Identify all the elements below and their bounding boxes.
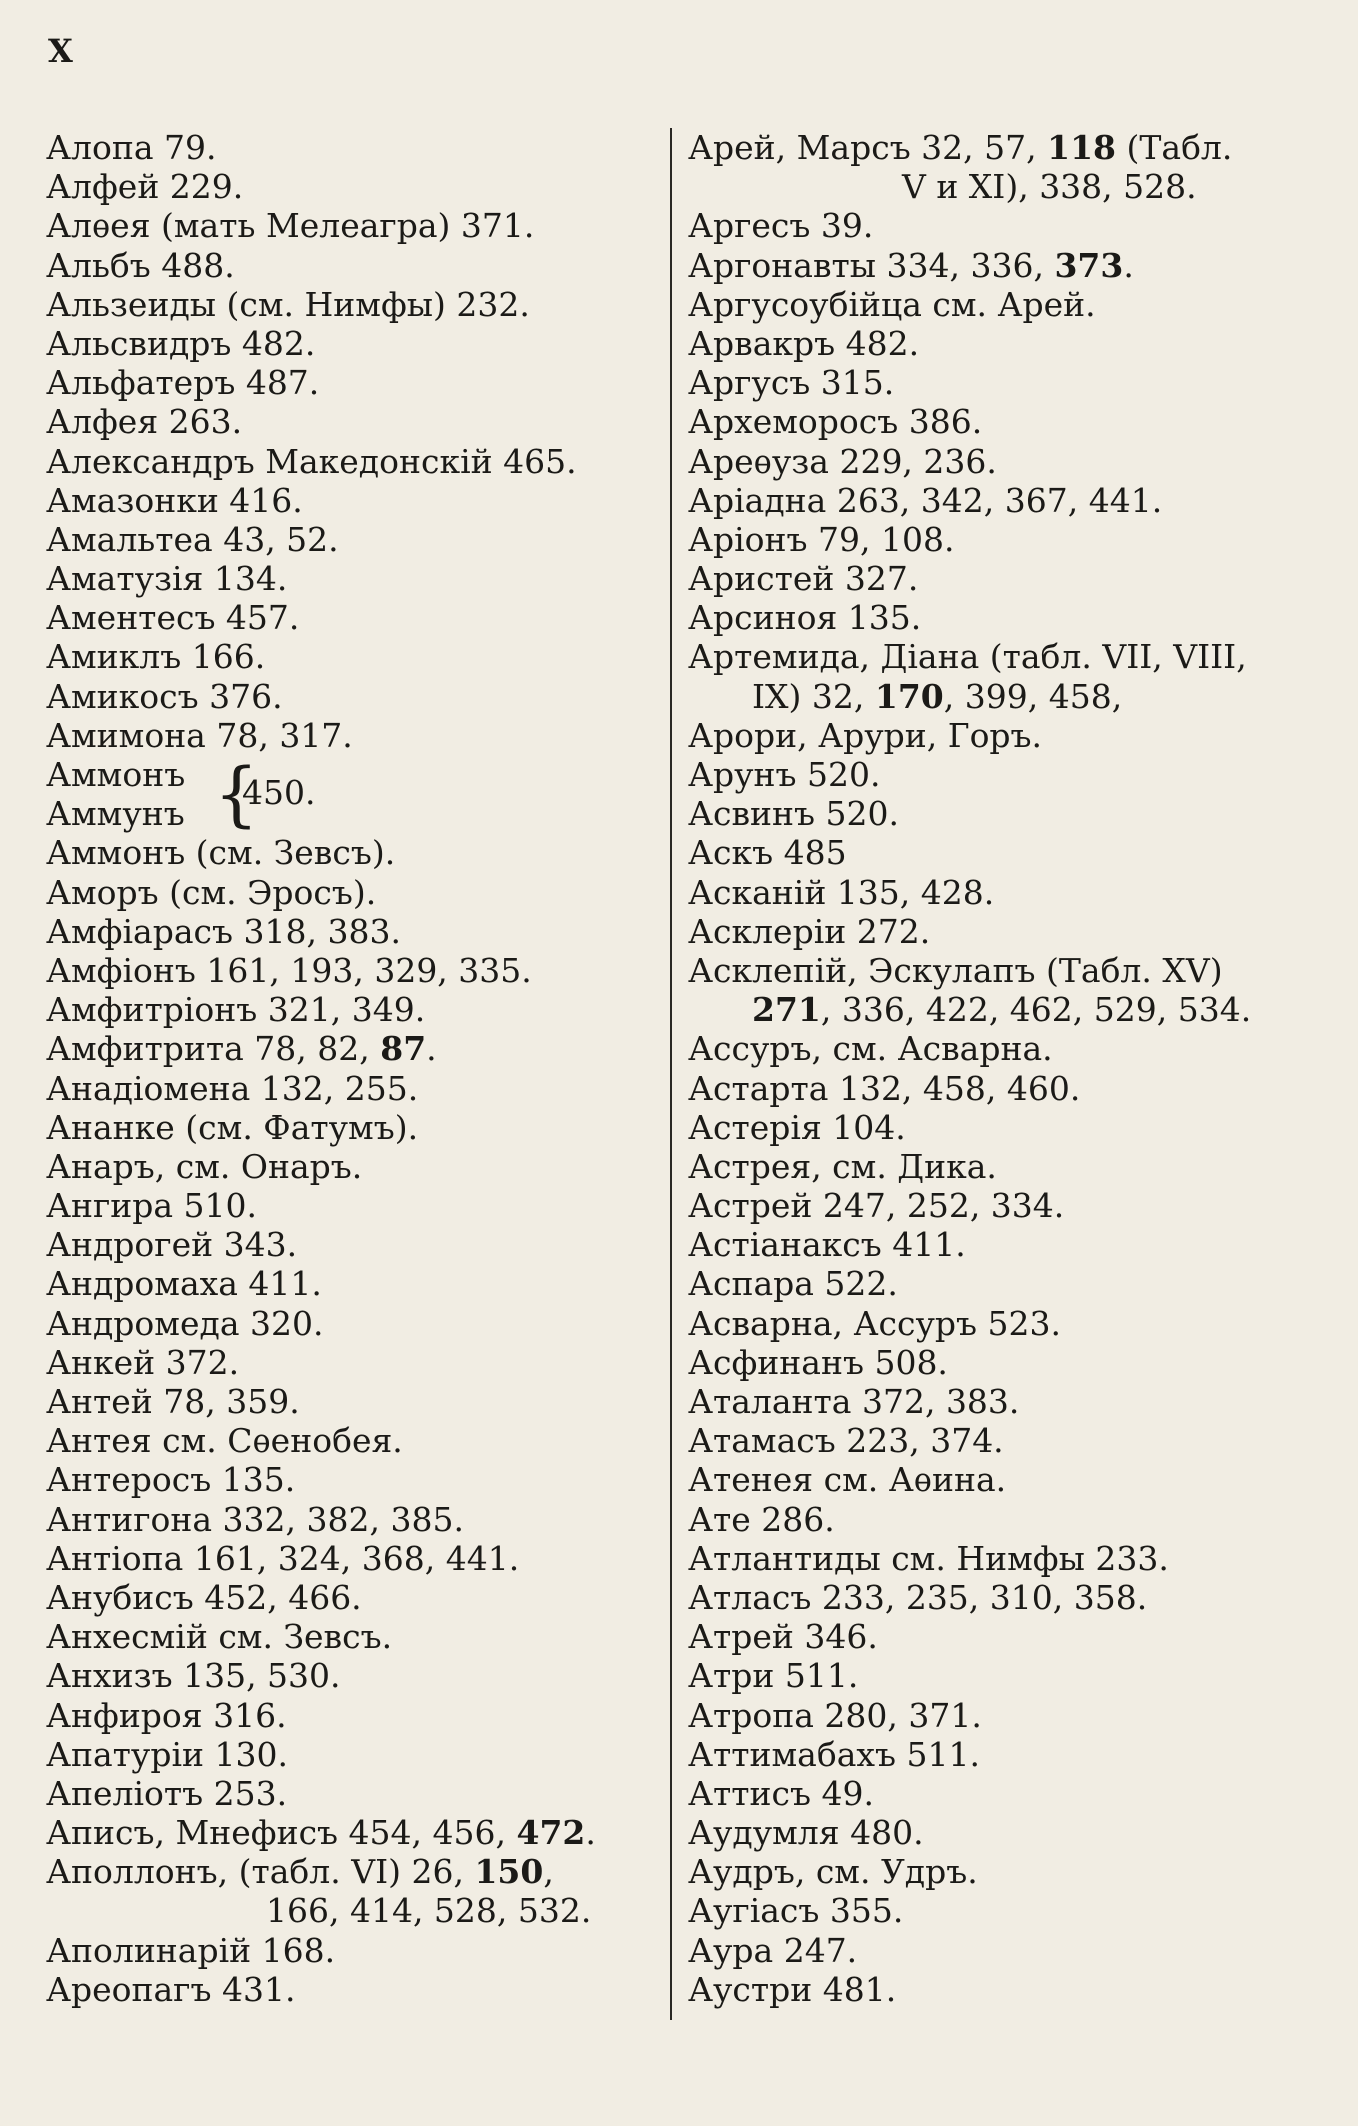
curly-brace: { bbox=[214, 753, 259, 835]
index-entry bbox=[688, 1029, 1328, 1068]
index-entry bbox=[46, 951, 656, 990]
index-entry bbox=[46, 481, 656, 520]
index-entry bbox=[688, 1578, 1328, 1617]
index-entry bbox=[688, 520, 1328, 559]
index-entry bbox=[46, 1421, 656, 1460]
index-entry bbox=[688, 1656, 1328, 1695]
index-entry bbox=[688, 873, 1328, 912]
index-entry-text: Аріадна 263, 342, 367, 441. bbox=[688, 480, 1163, 520]
index-entry-text: Анкей 372. bbox=[46, 1342, 240, 1382]
index-entry bbox=[46, 246, 656, 285]
index-entry bbox=[46, 1186, 656, 1225]
index-entry-text: Аугіасъ 355. bbox=[688, 1891, 904, 1931]
index-entry bbox=[688, 1147, 1328, 1186]
index-entry bbox=[46, 677, 656, 716]
index-entry bbox=[688, 1696, 1328, 1735]
index-entry bbox=[46, 1029, 656, 1068]
index-entry bbox=[46, 1108, 656, 1147]
index-entry-bold-page: 472 bbox=[516, 1813, 586, 1853]
index-entry-text: . bbox=[1123, 245, 1134, 285]
index-entry bbox=[688, 1108, 1328, 1147]
index-entry bbox=[46, 1382, 656, 1421]
index-entry bbox=[46, 363, 656, 402]
index-entry bbox=[688, 1343, 1328, 1382]
index-entry-bold-page: 87 bbox=[380, 1029, 427, 1069]
index-entry-text: Арсиноя 135. bbox=[688, 598, 922, 638]
index-entry-text: Анадіомена 132, 255. bbox=[46, 1068, 419, 1108]
index-entry-text: Атамасъ 223, 374. bbox=[688, 1421, 1004, 1461]
index-entry-name: Аммонъ bbox=[46, 755, 186, 794]
index-entry-text: Аписъ, Мнефисъ 454, 456, bbox=[46, 1813, 517, 1853]
index-entry-text: Астарта 132, 458, 460. bbox=[688, 1068, 1081, 1108]
index-entry-continuation bbox=[688, 990, 1328, 1029]
index-entry-text: Арунъ 520. bbox=[688, 755, 881, 794]
index-entry bbox=[688, 716, 1328, 755]
index-entry-text: Аталанта 372, 383. bbox=[688, 1382, 1020, 1421]
index-entry bbox=[46, 520, 656, 559]
index-column-left bbox=[46, 128, 656, 2009]
index-entry-text: Ареопагъ 431. bbox=[46, 1969, 296, 2009]
index-entry-text: Анхизъ 135, 530. bbox=[46, 1656, 341, 1696]
index-entry-text: Астіанаксъ 411. bbox=[688, 1225, 966, 1265]
index-entry-text: IX) 32, bbox=[752, 676, 875, 716]
index-entry-text: Амимона 78, 317. bbox=[46, 715, 353, 755]
index-entry bbox=[688, 1970, 1328, 2009]
index-entry bbox=[46, 1500, 656, 1539]
index-entry-text: Апатуріи 130. bbox=[46, 1734, 288, 1774]
index-entry bbox=[46, 1852, 656, 1891]
index-entry-text: (Табл. bbox=[1116, 128, 1233, 167]
page-number: X bbox=[48, 32, 73, 70]
index-entry bbox=[688, 206, 1328, 245]
index-entry-text: Аргесъ 39. bbox=[688, 206, 874, 246]
index-entry-text: Атлантиды см. Нимфы 233. bbox=[688, 1538, 1169, 1578]
index-entry-text: Анубисъ 452, 466. bbox=[46, 1577, 362, 1617]
index-entry-text: Анаръ, см. Онаръ. bbox=[46, 1146, 363, 1186]
index-entry bbox=[688, 1264, 1328, 1303]
index-entry-text: V и XI), 338, 528. bbox=[902, 167, 1197, 207]
index-entry-bold-page: 118 bbox=[1047, 128, 1117, 167]
index-entry bbox=[688, 1225, 1328, 1264]
index-entry bbox=[688, 481, 1328, 520]
index-entry-text: Асклепій, Эскулапъ (Табл. XV) bbox=[688, 950, 1223, 990]
index-entry-text: Аспара 522. bbox=[688, 1264, 898, 1304]
index-entry-text: Амальтеа 43, 52. bbox=[46, 519, 339, 559]
index-entry-text: Арори, Арури, Горъ. bbox=[688, 715, 1043, 755]
index-entry bbox=[46, 1617, 656, 1656]
index-entry-text: Альсвидръ 482. bbox=[46, 323, 316, 363]
index-entry bbox=[688, 755, 1328, 794]
index-entry bbox=[688, 1382, 1328, 1421]
index-entry-text: Арвакръ 482. bbox=[688, 323, 920, 363]
index-entry-text: Альфатеръ 487. bbox=[46, 363, 320, 403]
index-entry-text: Аудръ, см. Удръ. bbox=[688, 1852, 978, 1892]
index-entry bbox=[46, 402, 656, 441]
index-entry-text: Амфіонъ 161, 193, 329, 335. bbox=[46, 950, 532, 990]
index-entry-text: Амазонки 416. bbox=[46, 480, 303, 520]
index-entry bbox=[688, 1813, 1328, 1852]
index-entry bbox=[46, 1264, 656, 1303]
index-entry bbox=[688, 285, 1328, 324]
column-divider bbox=[670, 128, 672, 2020]
index-entry bbox=[688, 951, 1328, 990]
index-entry bbox=[46, 598, 656, 637]
index-entry-text: Аура 247. bbox=[688, 1930, 858, 1970]
index-entry-text: Антигона 332, 382, 385. bbox=[46, 1499, 464, 1539]
index-entry-text: Алфея 263. bbox=[46, 402, 243, 442]
index-entry-text: Астрей 247, 252, 334. bbox=[688, 1186, 1065, 1226]
index-entry-text: Асвинъ 520. bbox=[688, 794, 900, 834]
index-entry bbox=[688, 1852, 1328, 1891]
index-entry-bold-page: 150 bbox=[474, 1852, 544, 1892]
index-entry-text: Антей 78, 359. bbox=[46, 1382, 300, 1422]
index-entry-text: Арей, Марсъ 32, 57, bbox=[688, 128, 1048, 167]
index-entry bbox=[46, 912, 656, 951]
index-entry bbox=[46, 873, 656, 912]
index-entry-text: Анхесмій см. Зевсъ. bbox=[46, 1617, 393, 1657]
index-entry-text: Асканій 135, 428. bbox=[688, 872, 995, 912]
index-entry-continuation bbox=[688, 677, 1328, 716]
index-entry-text: Амфитріонъ 321, 349. bbox=[46, 990, 426, 1030]
index-entry bbox=[46, 285, 656, 324]
index-entry-text: Аргусоубійца см. Арей. bbox=[688, 284, 1096, 324]
index-entry bbox=[688, 833, 1328, 872]
index-entry bbox=[46, 716, 656, 755]
index-entry bbox=[688, 1304, 1328, 1343]
index-entry bbox=[46, 1813, 656, 1852]
index-entry bbox=[688, 442, 1328, 481]
index-entry-text: Артемида, Діана (табл. VII, VIII, bbox=[688, 637, 1247, 677]
index-entry-text: Альбъ 488. bbox=[46, 245, 235, 285]
index-entry-text: Андромеда 320. bbox=[46, 1303, 324, 1343]
index-entry bbox=[46, 324, 656, 363]
index-entry-text: . bbox=[426, 1029, 437, 1069]
index-entry-text: . bbox=[585, 1813, 596, 1853]
index-entry-text: , bbox=[543, 1852, 554, 1892]
index-entry-text: , 399, 458, bbox=[943, 676, 1123, 716]
index-entry bbox=[688, 912, 1328, 951]
index-entry-text: Аматузія 134. bbox=[46, 559, 288, 599]
index-entry bbox=[46, 1696, 656, 1735]
index-entry-text: Амфитрита 78, 82, bbox=[46, 1029, 381, 1069]
index-entry bbox=[46, 128, 656, 167]
index-entry bbox=[46, 1774, 656, 1813]
index-entry bbox=[688, 559, 1328, 598]
index-entry-text: Апеліотъ 253. bbox=[46, 1773, 288, 1813]
index-entry-text: Асклеріи 272. bbox=[688, 911, 931, 951]
index-entry bbox=[688, 598, 1328, 637]
index-entry bbox=[46, 559, 656, 598]
index-entry bbox=[46, 167, 656, 206]
index-entry-text: Алѳея (мать Мелеагра) 371. bbox=[46, 206, 535, 246]
index-entry bbox=[688, 1500, 1328, 1539]
index-entry-continuation bbox=[46, 1891, 656, 1930]
index-entry bbox=[46, 1069, 656, 1108]
index-entry-text: Атласъ 233, 235, 310, 358. bbox=[688, 1577, 1148, 1617]
index-entry-text: Аммонъ (см. Зевсъ). bbox=[46, 833, 396, 873]
index-entry-text: Амикосъ 376. bbox=[46, 676, 283, 716]
index-entry bbox=[46, 1931, 656, 1970]
index-entry-text: Атропа 280, 371. bbox=[688, 1695, 982, 1735]
index-entry bbox=[46, 1225, 656, 1264]
index-entry-text: Андромаха 411. bbox=[46, 1264, 322, 1304]
index-entry bbox=[688, 402, 1328, 441]
index-entry-text: Антіопа 161, 324, 368, 441. bbox=[46, 1538, 520, 1578]
index-entry-text: Аскъ 485 bbox=[688, 833, 847, 873]
index-entry bbox=[46, 442, 656, 481]
index-entry-text: Антеросъ 135. bbox=[46, 1460, 296, 1500]
index-entry bbox=[688, 1774, 1328, 1813]
index-entry bbox=[688, 1421, 1328, 1460]
index-entry-text: Археморосъ 386. bbox=[688, 402, 983, 442]
index-entry bbox=[46, 637, 656, 676]
index-entry bbox=[688, 637, 1328, 676]
index-entry-text: Аристей 327. bbox=[688, 559, 919, 599]
index-entry-pages: 450. bbox=[242, 773, 316, 812]
index-entry-brace-group bbox=[46, 755, 656, 833]
index-entry-text: Александръ Македонскій 465. bbox=[46, 441, 577, 481]
index-entry bbox=[688, 794, 1328, 833]
index-entry-text: Атенея см. Аѳина. bbox=[688, 1460, 1007, 1500]
index-entry-text: 166, 414, 528, 532. bbox=[266, 1891, 592, 1931]
index-entry-text: Аполлонъ, (табл. VI) 26, bbox=[46, 1852, 475, 1892]
index-entry-text: Асварна, Ассуръ 523. bbox=[688, 1303, 1061, 1343]
index-entry bbox=[46, 1460, 656, 1499]
index-entry-text: Ассуръ, см. Асварна. bbox=[688, 1029, 1053, 1069]
index-entry bbox=[688, 246, 1328, 285]
index-entry-text: Амфіарасъ 318, 383. bbox=[46, 911, 401, 951]
index-entry bbox=[688, 1539, 1328, 1578]
index-entry-continuation bbox=[688, 167, 1328, 206]
index-entry-text: Аморъ (см. Эросъ). bbox=[46, 872, 377, 912]
index-entry-text: Аполинарій 168. bbox=[46, 1930, 336, 1970]
index-entry bbox=[46, 1970, 656, 2009]
index-entry bbox=[46, 1539, 656, 1578]
index-entry-text: Аттимабахъ 511. bbox=[688, 1734, 980, 1774]
index-entry bbox=[688, 1069, 1328, 1108]
index-entry bbox=[688, 363, 1328, 402]
index-entry-text: Аттисъ 49. bbox=[688, 1773, 874, 1813]
index-entry bbox=[46, 1343, 656, 1382]
index-entry-text: Атри 511. bbox=[688, 1656, 859, 1696]
index-entry bbox=[688, 1617, 1328, 1656]
index-entry-text: Алопа 79. bbox=[46, 128, 217, 167]
index-entry bbox=[46, 1735, 656, 1774]
index-entry-bold-page: 170 bbox=[874, 676, 944, 716]
index-entry-text: Атрей 346. bbox=[688, 1617, 878, 1657]
index-entry-text: , 336, 422, 462, 529, 534. bbox=[820, 990, 1252, 1030]
index-entry bbox=[46, 1147, 656, 1186]
index-entry bbox=[688, 1186, 1328, 1225]
index-entry bbox=[46, 206, 656, 245]
index-entry-text: Ареѳуза 229, 236. bbox=[688, 441, 997, 481]
index-entry-text: Ангира 510. bbox=[46, 1186, 258, 1226]
index-entry bbox=[46, 833, 656, 872]
index-entry bbox=[46, 990, 656, 1029]
index-entry bbox=[688, 1735, 1328, 1774]
index-entry-text: Антея см. Сѳенобея. bbox=[46, 1421, 403, 1461]
index-entry bbox=[688, 1460, 1328, 1499]
index-entry bbox=[46, 1656, 656, 1695]
index-column-right bbox=[688, 128, 1328, 2009]
index-entry bbox=[688, 128, 1328, 167]
index-entry bbox=[46, 1304, 656, 1343]
index-entry bbox=[46, 1578, 656, 1617]
index-entry-text: Анфироя 316. bbox=[46, 1695, 287, 1735]
index-entry-text: Ате 286. bbox=[688, 1499, 835, 1539]
index-entry-text: Амиклъ 166. bbox=[46, 637, 266, 677]
index-entry-bold-page: 271 bbox=[752, 990, 821, 1030]
index-entry-text: Аргонавты 334, 336, bbox=[688, 245, 1055, 285]
index-entry-text: Аустри 481. bbox=[688, 1969, 897, 2009]
index-entry-text: Аментесъ 457. bbox=[46, 598, 300, 638]
index-entry-text: Астерія 104. bbox=[688, 1107, 906, 1147]
index-entry-text: Аріонъ 79, 108. bbox=[688, 519, 955, 559]
index-entry-text: Асфинанъ 508. bbox=[688, 1342, 948, 1382]
index-entry-text: Аудумля 480. bbox=[688, 1813, 924, 1853]
index-entry-text: Андрогей 343. bbox=[46, 1225, 298, 1265]
index-entry-text: Ананке (см. Фатумъ). bbox=[46, 1107, 419, 1147]
index-entry-name: Аммунъ bbox=[46, 794, 185, 834]
index-entry-text: Аргусъ 315. bbox=[688, 363, 895, 403]
index-entry-text: Астрея, см. Дика. bbox=[688, 1146, 997, 1186]
index-entry bbox=[688, 1931, 1328, 1970]
index-entry-text: Альзеиды (см. Нимфы) 232. bbox=[46, 284, 530, 324]
index-entry-bold-page: 373 bbox=[1054, 245, 1124, 285]
index-entry bbox=[688, 324, 1328, 363]
index-entry-text: Алфей 229. bbox=[46, 167, 244, 207]
index-entry bbox=[688, 1891, 1328, 1930]
